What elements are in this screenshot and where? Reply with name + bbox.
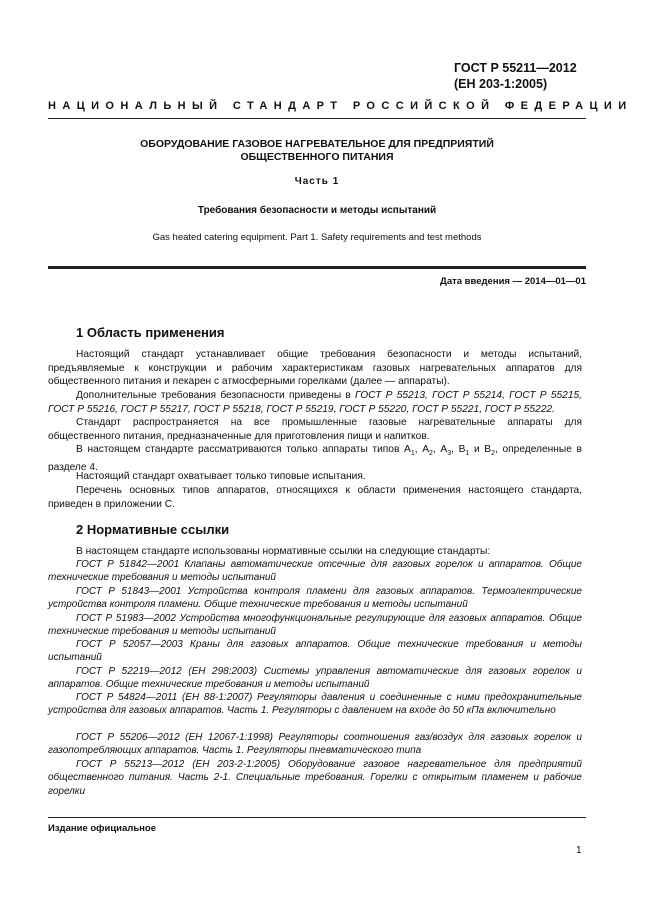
official-edition-label: Издание официальное [48, 823, 156, 834]
standard-code [454, 60, 577, 92]
standard-code-line2: (ЕН 203-1:2005) [454, 77, 548, 91]
national-standard-banner: НАЦИОНАЛЬНЫЙ СТАНДАРТ РОССИЙСКОЙ ФЕДЕРАЦИИ [48, 100, 633, 112]
section1-paragraph: Настоящий стандарт устанавливает общие требования безопасности и методы испытаний, предъявляемые к конструкции и рабочим характеристикам газовых нагревательных аппаратов для общественного питания и пекарен с атмосферными горелками (далее — аппараты). [48, 349, 582, 387]
english-title: Gas heated catering equipment. Part 1. Safety requirements and test methods [152, 232, 482, 243]
reference-item: ГОСТ Р 55206—2012 (ЕН 12067-1:1998) Регуляторы соотношения газ/воздух для газовых горелок и газопотребляющих аппаратов. Часть 1. Регуляторы пневматического типа [48, 732, 582, 757]
reference-item: ГОСТ Р 52219—2012 (ЕН 298:2003) Системы управления автоматические для газовых горелок и аппаратов. Общие технические требования и методы испытаний [48, 666, 582, 691]
title-rule [48, 266, 586, 269]
section1-paragraph: Перечень основных типов аппаратов, относящихся к области применения настоящего стандарта, приведен в приложении С. [48, 485, 582, 510]
section2-heading: 2 Нормативные ссылки [76, 522, 230, 537]
section1-paragraph: Дополнительные требования безопасности приведены в ГОСТ Р 55213, ГОСТ Р 55214, ГОСТ Р 55215, ГОСТ Р 55216, ГОСТ Р 55217, ГОСТ Р 55218, ГОСТ Р 55219, ГОСТ Р 55220, ГОСТ Р 55221, ГОСТ Р 55222. [48, 390, 582, 415]
standard-code-line1: ГОСТ Р 55211—2012 [454, 61, 577, 75]
subtitle: Требования безопасности и методы испытаний [197, 205, 437, 216]
reference-item: ГОСТ Р 51983—2002 Устройства многофункциональные регулирующие для газовых аппаратов. Общие технические требования и методы испытаний [48, 613, 582, 638]
footer-rule [48, 817, 586, 818]
section1-paragraph: Стандарт распространяется на все промышленные газовые нагревательные аппараты для общественного питания, предназначенные для приготовления пищи и напитков. [48, 417, 582, 442]
part-label: Часть 1 [294, 176, 340, 187]
introduction-date: Дата введения — 2014—01—01 [440, 276, 586, 287]
reference-item: ГОСТ Р 51843—2001 Устройства контроля пламени для газовых аппаратов. Термоэлектрические устройства контроля пламени. Общие технические требования и методы испытаний [48, 586, 582, 611]
reference-item: ГОСТ Р 54824—2011 (ЕН 88-1:2007) Регуляторы давления и соединенные с ними предохранительные устройства для газовых аппаратов. Часть 1. Регуляторы с давлением на входе до 50 кПа включительно [48, 692, 582, 717]
reference-item: ГОСТ Р 55213—2012 (ЕН 203-2-1:2005) Оборудование газовое нагревательное для предприятий общественного питания. Часть 2-1. Специальные требования. Горелки с открытым пламенем и рабочие горелки [48, 759, 582, 797]
section1-heading: 1 Область применения [76, 325, 225, 340]
reference-item: ГОСТ Р 51842—2001 Клапаны автоматические отсечные для газовых горелок и аппаратов. Общие технические требования и методы испытаний [48, 559, 582, 584]
section2-intro: В настоящем стандарте использованы нормативные ссылки на следующие стандарты: [76, 546, 491, 557]
reference-item: ГОСТ Р 52057—2003 Краны для газовых аппаратов. Общие технические требования и методы испытаний [48, 639, 582, 664]
title-line1: ОБОРУДОВАНИЕ ГАЗОВОЕ НАГРЕВАТЕЛЬНОЕ ДЛЯ ПРЕДПРИЯТИЙ [140, 138, 494, 150]
title-line2: ОБЩЕСТВЕННОГО ПИТАНИЯ [240, 151, 394, 163]
section1-paragraph: В настоящем стандарте рассматриваются только аппараты типов $А_1$, $А_2$, $А_3$, $В_1$ и $В_2$, определенные в разделе 4. [48, 444, 582, 473]
header-rule [48, 118, 586, 119]
section1-paragraph: Настоящий стандарт охватывает только типовые испытания. [76, 471, 366, 482]
page-number: 1 [576, 845, 582, 856]
